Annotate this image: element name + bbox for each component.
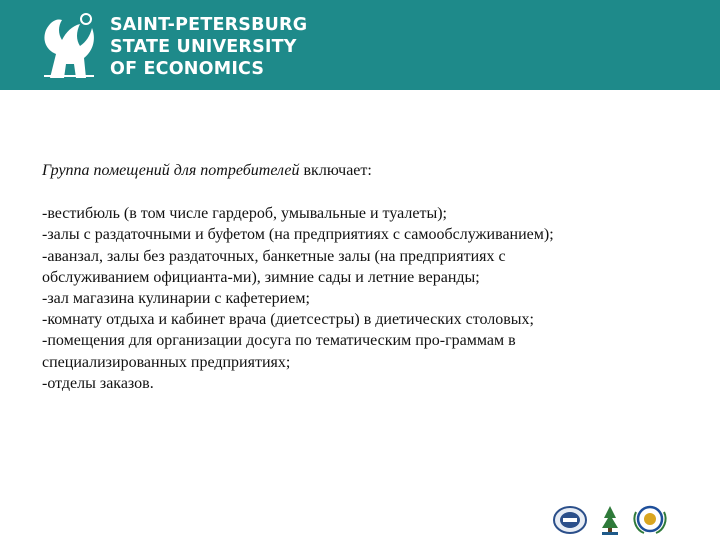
list-line: -комнату отдыха и кабинет врача (диетсестры) в диетических столовых; <box>42 311 534 329</box>
list-line: -вестибюль (в том числе гардероб, умывальные и туалеты); <box>42 205 447 223</box>
intro-emphasis: Группа помещений для потребителей <box>42 162 300 179</box>
footer-logos <box>552 502 672 536</box>
logo-line-1: SAINT-PETERSBURG <box>110 15 308 35</box>
logo-line-3: OF ECONOMICS <box>110 59 265 79</box>
list-line: -залы с раздаточными и буфетом (на предприятиях с самообслуживанием); <box>42 226 554 244</box>
globe-emblem-icon <box>634 507 665 533</box>
list-line: -отделы заказов. <box>42 374 154 392</box>
slide-body <box>42 160 682 394</box>
list-line: специализированных предприятиях; <box>42 353 291 371</box>
unecon-tree-logo-icon <box>602 506 618 535</box>
intro-paragraph <box>42 160 682 181</box>
logo-line-2: STATE UNIVERSITY <box>110 37 297 57</box>
list-line: -помещения для организации досуга по тематическим про-граммам в <box>42 332 516 350</box>
list-line: -зал магазина кулинарии с кафетерием; <box>42 290 310 308</box>
seal-emblem-icon <box>554 507 586 533</box>
intro-rest: включает: <box>299 162 372 179</box>
header-banner <box>0 0 720 90</box>
list-line: -аванзал, залы без раздаточных, банкетные залы (на предприятиях с <box>42 247 506 265</box>
rooms-list <box>42 203 682 394</box>
list-line: обслуживанием официанта-ми), зимние сады и летние веранды; <box>42 268 480 286</box>
university-name <box>110 14 307 80</box>
griffin-logo-icon <box>36 10 98 80</box>
